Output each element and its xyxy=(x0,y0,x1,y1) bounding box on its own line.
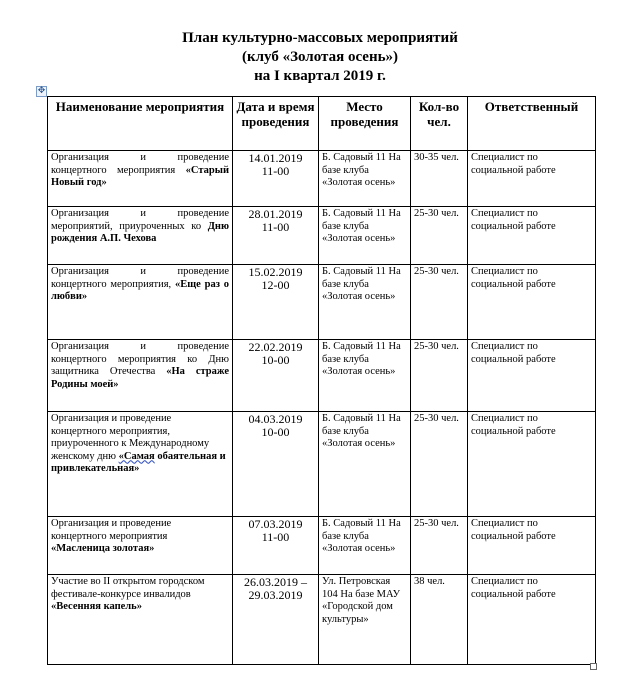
responsible-cell: Специалист по социальной работе xyxy=(468,207,596,265)
count-cell: 38 чел. xyxy=(411,575,468,665)
responsible-cell: Специалист по социальной работе xyxy=(468,340,596,412)
event-date: 07.03.2019 xyxy=(248,517,303,531)
count-cell: 25-30 чел. xyxy=(411,517,468,575)
event-title: «Весенняя капель» xyxy=(51,601,142,612)
move-arrows-icon[interactable]: ✥ xyxy=(37,86,46,96)
event-date: 22.02.2019 xyxy=(248,340,303,354)
event-time: 11-00 xyxy=(261,164,290,178)
table-row xyxy=(48,517,596,575)
event-time: 12-00 xyxy=(261,278,290,292)
count-cell: 30-35 чел. xyxy=(411,151,468,207)
event-title-part-1: «Самая xyxy=(118,450,155,462)
event-title: «Еще раз о любви» xyxy=(51,278,229,302)
event-date: 15.02.2019 xyxy=(248,265,303,279)
document-title-line-1: План культурно-массовых мероприятий xyxy=(182,30,458,46)
place-cell: Б. Садовый 11 На базе клуба «Золотая осень» xyxy=(319,265,411,340)
count-cell: 25-30 чел. xyxy=(411,412,468,517)
date-cell xyxy=(233,265,319,340)
event-name-cell xyxy=(48,575,233,665)
event-name-cell xyxy=(48,207,233,265)
resize-square-icon[interactable] xyxy=(590,663,597,670)
responsible-cell: Специалист по социальной работе xyxy=(468,412,596,517)
event-description: Организация и проведение концертного мероприятия xyxy=(51,518,172,542)
count-cell: 25-30 чел. xyxy=(411,207,468,265)
date-cell xyxy=(233,575,319,665)
event-name-cell xyxy=(48,517,233,575)
event-time: 10-00 xyxy=(261,425,290,439)
date-cell xyxy=(233,207,319,265)
event-title: Дню рождения А.П. Чехова xyxy=(51,220,230,244)
place-cell: Ул. Петровская 104 На базе МАУ «Городской дом культуры» xyxy=(319,575,411,665)
event-description: Организация и проведение концертного мероприятия, приуроченного к Международному женскому дню xyxy=(51,413,210,462)
date-cell xyxy=(233,151,319,207)
place-cell: Б. Садовый 11 На базе клуба «Золотая осень» xyxy=(319,517,411,575)
document-title-line-3: на I квартал 2019 г. xyxy=(254,68,386,84)
event-name-cell xyxy=(48,340,233,412)
event-description: Организация и проведение мероприятий, приуроченных ко xyxy=(51,208,229,232)
place-cell: Б. Садовый 11 На базе клуба «Золотая осень» xyxy=(319,207,411,265)
date-cell xyxy=(233,340,319,412)
header-event-name: Наименование мероприятия xyxy=(48,97,233,151)
event-time: 29.03.2019 xyxy=(248,588,303,602)
table-row xyxy=(48,265,596,340)
header-count: Кол-во чел. xyxy=(411,97,468,151)
table-row xyxy=(48,151,596,207)
place-cell: Б. Садовый 11 На базе клуба «Золотая осень» xyxy=(319,151,411,207)
table-row xyxy=(48,412,596,517)
document-title-line-2: (клуб «Золотая осень») xyxy=(241,49,399,65)
header-place: Место проведения xyxy=(319,97,411,151)
event-date: 14.01.2019 xyxy=(248,151,303,165)
date-cell xyxy=(233,412,319,517)
responsible-cell: Специалист по социальной работе xyxy=(468,151,596,207)
table-row xyxy=(48,340,596,412)
event-description: Организация и проведение концертного мероприятия, xyxy=(51,266,229,290)
table-row xyxy=(48,207,596,265)
table-header-row xyxy=(48,97,596,151)
event-title: «На страже Родины моей» xyxy=(51,366,230,390)
table-row xyxy=(48,575,596,665)
responsible-cell: Специалист по социальной работе xyxy=(468,517,596,575)
date-cell xyxy=(233,517,319,575)
place-cell: Б. Садовый 11 На базе клуба «Золотая осень» xyxy=(319,412,411,517)
event-description: Участие во II открытом городском фестивале-конкурсе инвалидов xyxy=(51,576,205,600)
count-cell: 25-30 чел. xyxy=(411,265,468,340)
event-time: 11-00 xyxy=(261,530,290,544)
events-table xyxy=(47,96,596,665)
count-cell: 25-30 чел. xyxy=(411,340,468,412)
responsible-cell: Специалист по социальной работе xyxy=(468,575,596,665)
header-responsible: Ответственный xyxy=(468,97,596,151)
responsible-cell: Специалист по социальной работе xyxy=(468,265,596,340)
event-title: «Старый Новый год» xyxy=(51,164,229,188)
event-date: 26.03.2019 – xyxy=(244,575,307,589)
event-name-cell xyxy=(48,265,233,340)
event-date: 04.03.2019 xyxy=(248,412,303,426)
event-description: Организация и проведение концертного мероприятия ко Дню защитника Отечества xyxy=(51,341,229,377)
event-description: Организация и проведение концертного мероприятия xyxy=(51,152,229,176)
event-time: 11-00 xyxy=(261,220,290,234)
event-title: «Масленица золотая» xyxy=(51,543,155,554)
event-name-cell xyxy=(48,151,233,207)
place-cell: Б. Садовый 11 На базе клуба «Золотая осень» xyxy=(319,340,411,412)
event-time: 10-00 xyxy=(261,353,290,367)
header-date-time: Дата и время проведения xyxy=(233,97,319,151)
event-title-part-2: обаятельная и привлекательная» xyxy=(51,450,226,474)
event-date: 28.01.2019 xyxy=(248,207,303,221)
event-name-cell xyxy=(48,412,233,517)
